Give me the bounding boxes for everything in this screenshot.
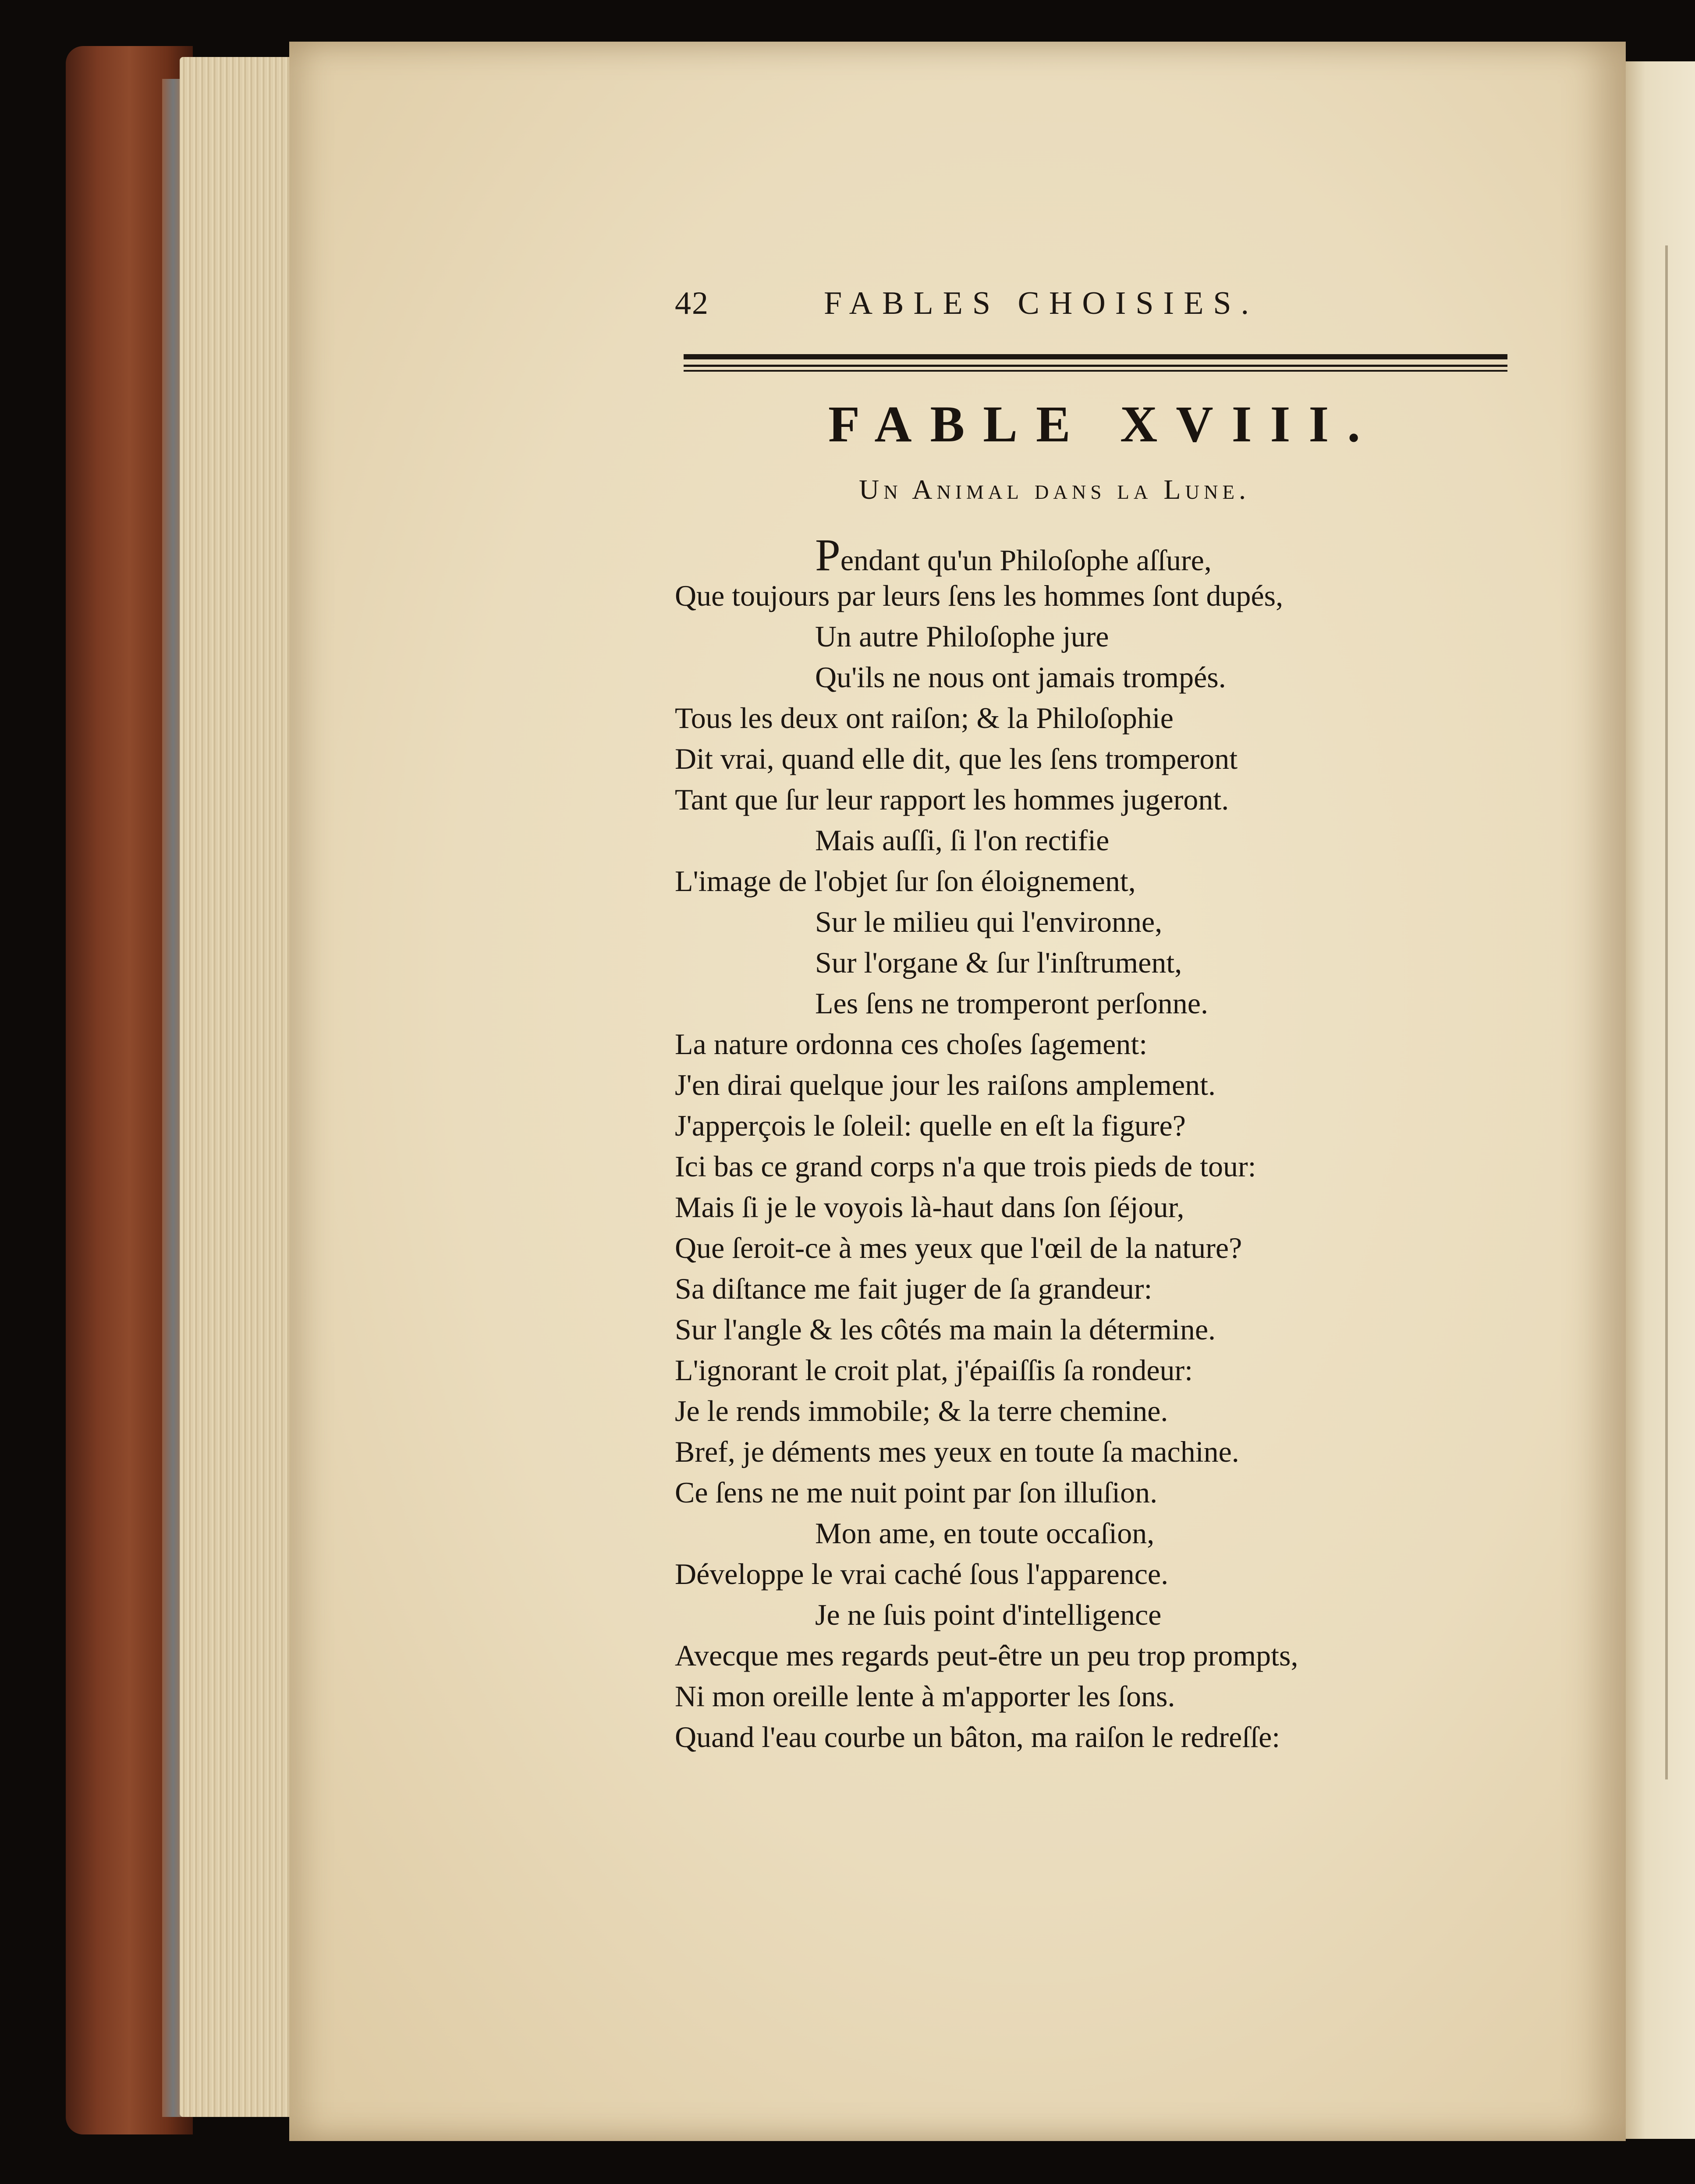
poem-line: Ce ſens ne me nuit point par ſon illuſion. [675,1476,1158,1509]
poem-line [675,530,1420,580]
poem-line: J'apperçois le ſoleil: quelle en eſt la figure? [675,1109,1186,1142]
poem-line: L'image de l'objet ſur ſon éloignement, [675,864,1136,898]
poem-line: Que ſeroit-ce à mes yeux que l'œil de la nature? [675,1231,1242,1264]
poem-line: Ici bas ce grand corps n'a que trois pieds de tour: [675,1150,1256,1183]
poem-line: Tant que ſur leur rapport les hommes jugeront. [675,783,1229,816]
poem-line: L'ignorant le croit plat, j'épaiſſis ſa rondeur: [675,1353,1193,1387]
poem-line: Développe le vrai caché ſous l'apparence. [675,1557,1169,1591]
poem-line: La nature ordonna ces choſes ſagement: [675,1027,1148,1061]
poem-body [675,530,1420,1758]
poem-line: Bref, je déments mes yeux en toute ſa machine. [675,1435,1239,1468]
page-stack-edge [180,57,298,2117]
poem-line: Un autre Philoſophe jure [815,620,1109,653]
poem-line: Dit vrai, quand elle dit, que les ſens tromperont [675,742,1238,775]
fable-title: FABLE XVIII. [828,395,1379,453]
poem-line: Sa diſtance me fait juger de ſa grandeur: [675,1272,1152,1305]
poem-line: Avecque mes regards peut-être un peu trop prompts, [675,1639,1298,1672]
poem-line: Sur l'angle & les côtés ma main la détermine. [675,1313,1216,1346]
poem-line: Mais auſſi, ſi l'on rectifie [815,824,1110,857]
poem-line: Je le rends immobile; & la terre chemine. [675,1394,1168,1428]
poem-line: Ni mon oreille lente à m'apporter les ſons. [675,1680,1175,1713]
poem-line: Sur le milieu qui l'environne, [815,905,1163,938]
poem-line: Je ne ſuis point d'intelligence [815,1598,1162,1631]
drop-cap: P [815,530,840,580]
poem-line: Tous les deux ont raiſon; & la Philoſophie [675,701,1174,735]
poem-line: Mais ſi je le voyois là-haut dans ſon ſéjour, [675,1190,1184,1224]
poem-line: Que toujours par leurs ſens les hommes ſont dupés, [675,579,1284,612]
facing-page-rule [1665,245,1668,1779]
poem-line: Quand l'eau courbe un bâton, ma raiſon le redreſſe: [675,1720,1280,1754]
poem-line: Les ſens ne tromperont perſonne. [815,987,1208,1020]
poem-line: Mon ame, en toute occaſion, [815,1516,1155,1550]
poem-line: J'en dirai quelque jour les raiſons amplement. [675,1068,1216,1101]
poem-line-text: endant qu'un Philoſophe aſſure, [840,543,1212,577]
header-rule-thin [684,365,1507,367]
running-head [675,285,1328,333]
running-title: FABLES CHOISIES. [824,285,1259,321]
fable-subtitle: Un Animal dans la Lune. [859,474,1250,505]
poem-line: Sur l'organe & ſur l'inſtrument, [815,946,1182,979]
header-rule-thin-lower [684,370,1507,372]
page-number: 42 [675,285,709,321]
poem-line: Qu'ils ne nous ont jamais trompés. [815,661,1226,694]
header-rule-thick [684,354,1507,359]
